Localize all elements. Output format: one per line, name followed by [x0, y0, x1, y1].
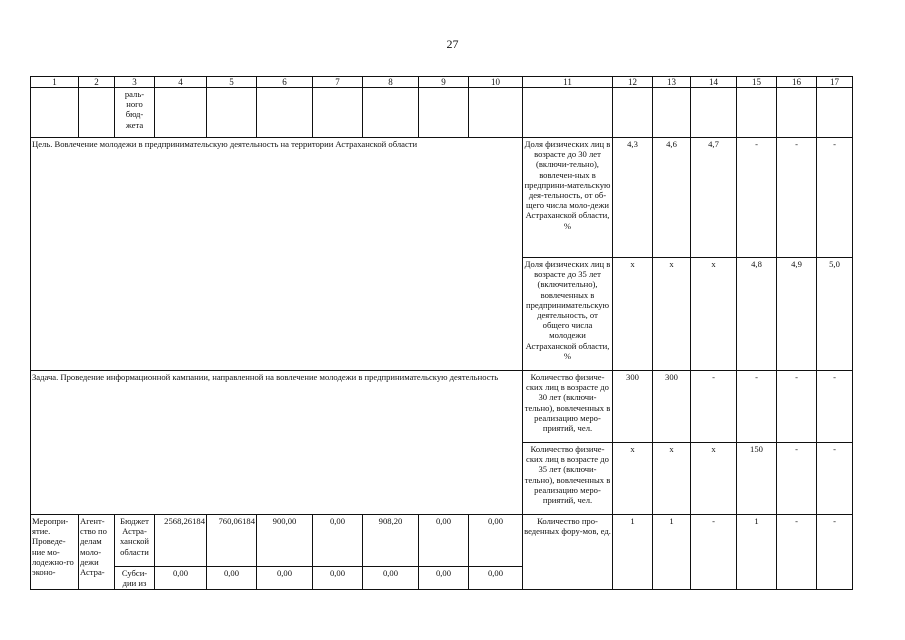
table-row [31, 88, 853, 138]
funding-source-cell: Бюджет Астра-ханской области [115, 515, 155, 567]
program-table [30, 76, 853, 590]
amount-cell: 0,00 [313, 515, 363, 567]
indicator-value: х [691, 258, 737, 371]
header-cell: 3 [115, 77, 155, 88]
indicator-name: Доля физических лиц в возрасте до 30 лет (включи-тельно), вовлечен-ных в предприни-мательскую дея-тельность, от об-щего числа моло-дежи Астраханской области, % [523, 138, 613, 258]
header-cell: 13 [653, 77, 691, 88]
indicator-value: 150 [737, 443, 777, 515]
header-cell: 4 [155, 77, 207, 88]
amount-cell: 2568,26184 [155, 515, 207, 567]
indicator-value: - [777, 515, 817, 590]
indicator-value: 4,9 [777, 258, 817, 371]
header-row [31, 77, 853, 88]
amount-cell: 0,00 [313, 567, 363, 590]
indicator-value: - [817, 515, 853, 590]
header-cell: 1 [31, 77, 79, 88]
indicator-value: х [653, 258, 691, 371]
amount-cell: 0,00 [469, 567, 523, 590]
indicator-value: - [737, 371, 777, 443]
indicator-value: - [737, 138, 777, 258]
indicator-value: - [777, 371, 817, 443]
header-cell: 8 [363, 77, 419, 88]
indicator-value: 1 [613, 515, 653, 590]
task-text: Задача. Проведение информационной кампании, направленной на вовлечение молодежи в предпринимательскую деятельность [31, 371, 523, 515]
indicator-value: 4,8 [737, 258, 777, 371]
measure-title: Меропри-ятие. Проведе-ние мо-лодежно-го эконо- [31, 515, 79, 590]
header-cell: 6 [257, 77, 313, 88]
amount-cell: 760,06184 [207, 515, 257, 567]
amount-cell: 0,00 [419, 515, 469, 567]
amount-cell: 0,00 [155, 567, 207, 590]
header-cell: 17 [817, 77, 853, 88]
indicator-value: 1 [737, 515, 777, 590]
indicator-value: 4,3 [613, 138, 653, 258]
goal-text: Цель. Вовлечение молодежи в предпринимательскую деятельность на территории Астраханской области [31, 138, 523, 371]
header-cell: 12 [613, 77, 653, 88]
header-cell: 15 [737, 77, 777, 88]
indicator-value: х [653, 443, 691, 515]
header-cell: 7 [313, 77, 363, 88]
funding-source-cell: Субси-дии из [115, 567, 155, 590]
indicator-value: 300 [653, 371, 691, 443]
header-cell: 2 [79, 77, 115, 88]
indicator-value: 300 [613, 371, 653, 443]
indicator-value: - [817, 371, 853, 443]
amount-cell: 0,00 [469, 515, 523, 567]
header-cell: 9 [419, 77, 469, 88]
indicator-value: - [777, 443, 817, 515]
amount-cell: 900,00 [257, 515, 313, 567]
indicator-value: х [613, 258, 653, 371]
indicator-value: - [817, 443, 853, 515]
indicator-value: х [691, 443, 737, 515]
indicator-value: 4,7 [691, 138, 737, 258]
indicator-value: - [777, 138, 817, 258]
header-cell: 14 [691, 77, 737, 88]
task-row [31, 371, 853, 443]
measure-executor: Агент-ство по делам моло-дежи Астра- [79, 515, 115, 590]
indicator-name: Доля физических лиц в возрасте до 35 лет (включительно), вовлеченных в предпринимательскую деятельность, от общего числа молодежи Астраханской области, % [523, 258, 613, 371]
header-cell: 5 [207, 77, 257, 88]
funding-source-cell: раль- ного бюд- жета [115, 88, 155, 138]
amount-cell: 0,00 [257, 567, 313, 590]
indicator-name: Количество про-веденных фору-мов, ед. [523, 515, 613, 590]
header-cell: 16 [777, 77, 817, 88]
indicator-name: Количество физиче-ских лиц в возрасте до 35 лет (включи-тельно), вовлеченных в реализацию меро-приятий, чел. [523, 443, 613, 515]
amount-cell: 0,00 [363, 567, 419, 590]
page-number: 27 [446, 37, 459, 51]
amount-cell: 0,00 [419, 567, 469, 590]
amount-cell: 0,00 [207, 567, 257, 590]
indicator-value: 1 [653, 515, 691, 590]
measure-row [31, 515, 853, 567]
amount-cell: 908,20 [363, 515, 419, 567]
indicator-value: х [613, 443, 653, 515]
goal-row [31, 138, 853, 258]
header-cell: 10 [469, 77, 523, 88]
indicator-value: 4,6 [653, 138, 691, 258]
indicator-value: - [817, 138, 853, 258]
indicator-name: Количество физиче-ских лиц в возрасте до 30 лет (включи-тельно), вовлеченных в реализацию меро-приятий, чел. [523, 371, 613, 443]
indicator-value: - [691, 515, 737, 590]
indicator-value: 5,0 [817, 258, 853, 371]
header-cell: 11 [523, 77, 613, 88]
indicator-value: - [691, 371, 737, 443]
